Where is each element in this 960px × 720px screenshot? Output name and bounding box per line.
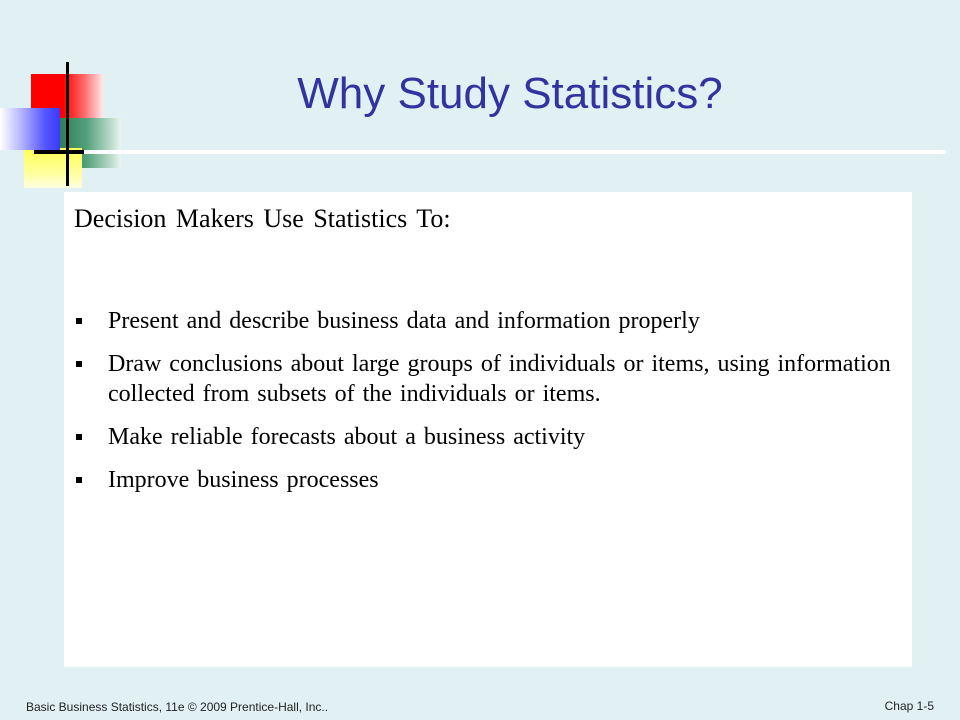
yellow-square-decoration <box>24 148 82 188</box>
slide-logo-decoration <box>0 0 140 200</box>
vertical-rule-decoration <box>66 62 69 186</box>
square-bullet-icon <box>76 477 82 483</box>
bullet-text: Improve business processes <box>108 467 379 493</box>
bullet-item <box>64 306 912 336</box>
bullet-item <box>64 422 912 452</box>
footer-copyright: Basic Business Statistics, 11e © 2009 Prentice-Hall, Inc.. <box>26 700 329 714</box>
bullet-item <box>64 465 912 495</box>
content-heading: Decision Makers Use Statistics To: <box>74 204 451 233</box>
footer-chapter-number: Chap 1-5 <box>884 699 934 713</box>
bullet-text: Draw conclusions about large groups of individuals or items, using information collected from subsets of the individuals or items. <box>108 351 891 407</box>
title-underline-highlight <box>84 150 946 154</box>
square-bullet-icon <box>76 318 82 324</box>
content-panel <box>64 192 912 667</box>
square-bullet-icon <box>76 361 82 367</box>
slide-title: Why Study Statistics? <box>297 69 723 118</box>
bullet-text: Make reliable forecasts about a business activity <box>108 424 586 450</box>
blue-square-decoration <box>0 108 60 150</box>
square-bullet-icon <box>76 434 82 440</box>
bullet-list <box>64 306 912 508</box>
bullet-item <box>64 349 912 409</box>
bullet-text: Present and describe business data and information properly <box>108 308 700 334</box>
